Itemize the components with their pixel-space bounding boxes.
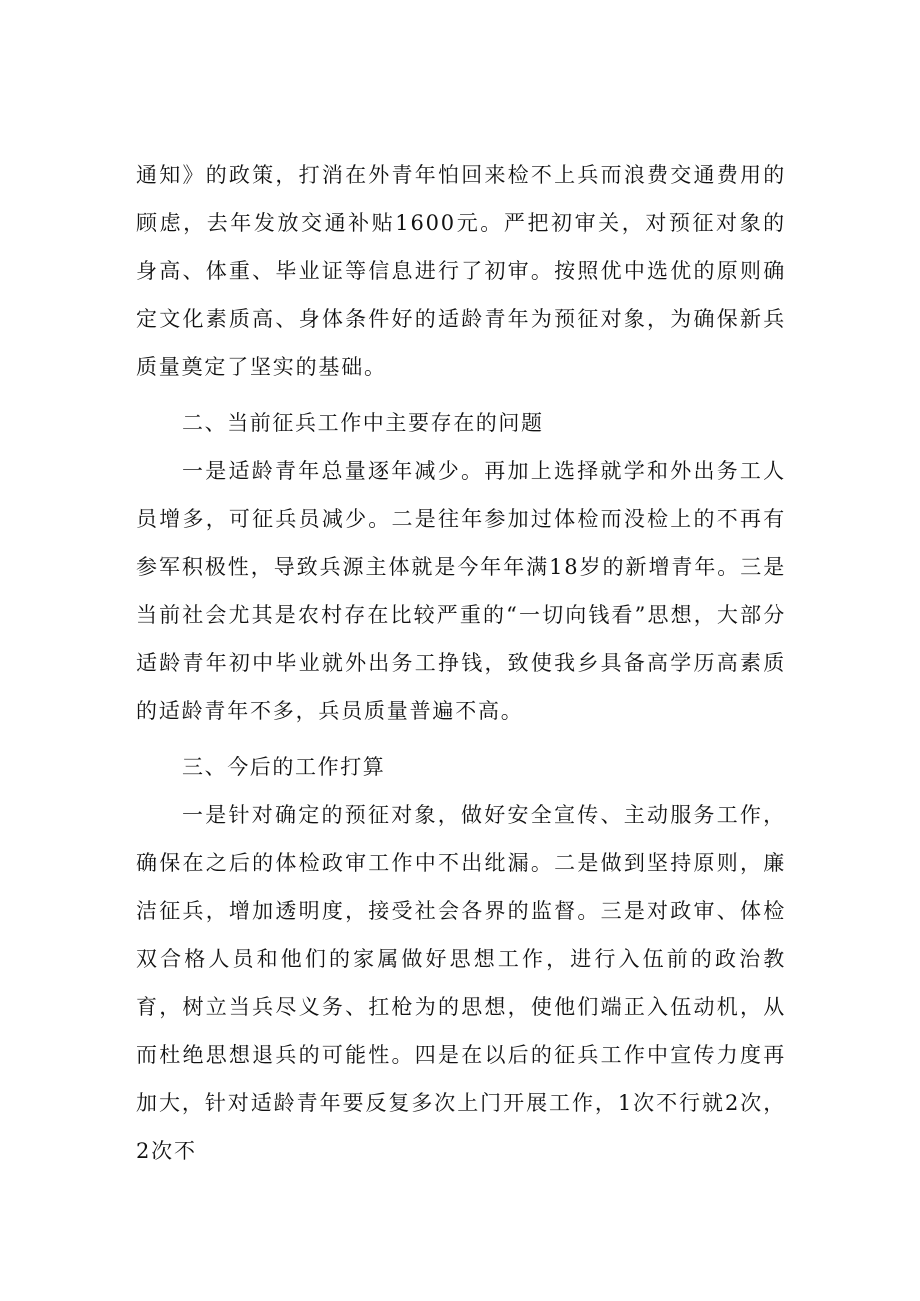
section-heading-future-plans: 三、今后的工作打算 (182, 755, 386, 779)
paragraph-transport-subsidy: 通知》的政策，打消在外青年怕回来检不上兵而浪费交通费用的顾虑，去年发放交通补贴1600元。严把初审关，对预征对象的身高、体重、毕业证等信息进行了初审。按照优中选优的原则确定文化素质高、身体条件好的适龄青年为预征对象，为确保新兵质量奠定了坚实的基础。 (136, 163, 786, 379)
document-body (136, 151, 786, 1175)
paragraph-future-plans: 一是针对确定的预征对象，做好安全宣传、主动服务工作，确保在之后的体检政审工作中不出纰漏。二是做到坚持原则，廉洁征兵，增加透明度，接受社会各界的监督。三是对政审、体检双合格人员和他们的家属做好思想工作，进行入伍前的政治教育，树立当兵尽义务、扛枪为的思想，使他们端正入伍动机，从而杜绝思想退兵的可能性。四是在以后的征兵工作中宣传力度再加大，针对适龄青年要反复多次上门开展工作，1次不行就2次，2次不 (136, 803, 786, 1163)
paragraph-problems: 一是适龄青年总量逐年减少。再加上选择就学和外出务工人员增多，可征兵员减少。二是往年参加过体检而没检上的不再有参军积极性，导致兵源主体就是今年年满18岁的新增青年。三是当前社会尤其是农村存在比较严重的“一切向钱看”思想，大部分适龄青年初中毕业就外出务工挣钱，致使我乡具备高学历高素质的适龄青年不多，兵员质量普遍不高。 (136, 459, 786, 723)
section-heading-problems: 二、当前征兵工作中主要存在的问题 (182, 411, 544, 435)
